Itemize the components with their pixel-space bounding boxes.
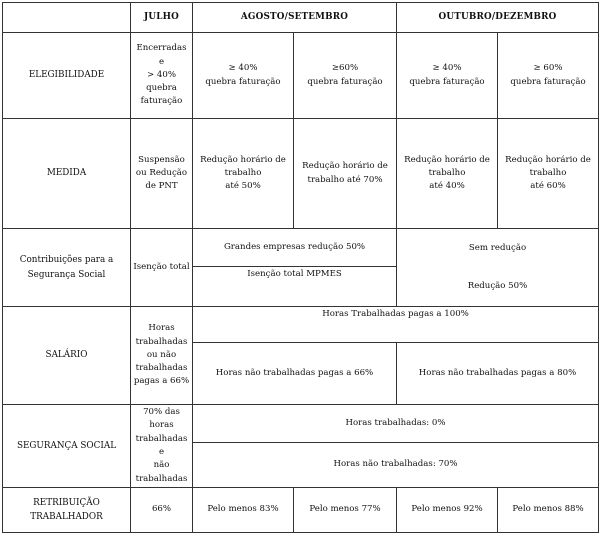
- elegibilidade-outubro-60: ≥ 60% quebra faturação: [498, 33, 599, 119]
- seguranca-span-top: Horas trabalhadas: 0%: [193, 405, 599, 443]
- row-salario-top: [3, 307, 599, 343]
- salario-span-top: Horas Trabalhadas pagas a 100%: [193, 307, 599, 343]
- seguranca-span-bottom: Horas não trabalhadas: 70%: [193, 443, 599, 488]
- header-agosto-setembro: AGOSTO/SETEMBRO: [193, 3, 397, 33]
- row-seguranca-top: [3, 405, 599, 443]
- retribuicao-outubro-1: Pelo menos 92%: [397, 487, 498, 532]
- salario-agosto-bottom: Horas não trabalhadas pagas a 66%: [193, 343, 397, 405]
- contribuicoes-outubro-cell: [397, 229, 599, 307]
- elegibilidade-julho: Encerradas e > 40% quebra faturação: [131, 33, 193, 119]
- contribuicoes-outubro-bottom: Redução 50%: [467, 280, 528, 291]
- elegibilidade-outubro-40: ≥ 40% quebra faturação: [397, 33, 498, 119]
- contribuicoes-outubro-top: Sem redução: [468, 242, 527, 253]
- row-medida: [3, 119, 599, 229]
- contribuicoes-agosto-bottom: Isenção total MPMES: [193, 267, 397, 307]
- row-label-contribuicoes: Contribuições para a Segurança Social: [3, 229, 131, 307]
- elegibilidade-agosto-40: ≥ 40% quebra faturação: [193, 33, 294, 119]
- medida-outubro-1: Redução horário de trabalho até 40%: [397, 119, 498, 229]
- retribuicao-agosto-2: Pelo menos 77%: [294, 487, 397, 532]
- contribuicoes-julho: Isenção total: [131, 229, 193, 307]
- header-julho: JULHO: [131, 3, 193, 33]
- retribuicao-outubro-2: Pelo menos 88%: [498, 487, 599, 532]
- medida-julho: Suspensão ou Redução de PNT: [131, 119, 193, 229]
- contribuicoes-agosto-top: Grandes empresas redução 50%: [193, 229, 397, 267]
- medida-outubro-2: Redução horário de trabalho até 60%: [498, 119, 599, 229]
- seguranca-julho: 70% das horas trabalhadas e não trabalhadas: [131, 405, 193, 488]
- row-label-medida: MEDIDA: [3, 119, 131, 229]
- salario-julho: Horas trabalhadas ou não trabalhadas pagas a 66%: [131, 307, 193, 405]
- row-elegibilidade: [3, 33, 599, 119]
- header-outubro-dezembro: OUTUBRO/DEZEMBRO: [397, 3, 599, 33]
- row-label-elegibilidade: ELEGIBILIDADE: [3, 33, 131, 119]
- header-empty-cell: [3, 3, 131, 33]
- row-label-salario: SALÁRIO: [3, 307, 131, 405]
- retribuicao-julho: 66%: [131, 487, 193, 532]
- retribuicao-agosto-1: Pelo menos 83%: [193, 487, 294, 532]
- row-label-retribuicao: RETRIBUIÇÃO TRABALHADOR: [3, 487, 131, 532]
- medida-agosto-1: Redução horário de trabalho até 50%: [193, 119, 294, 229]
- row-label-seguranca-social: SEGURANÇA SOCIAL: [3, 405, 131, 488]
- comparison-table: [2, 2, 599, 533]
- row-contribuicoes-top: [3, 229, 599, 267]
- elegibilidade-agosto-60: ≥60% quebra faturação: [294, 33, 397, 119]
- salario-outubro-bottom: Horas não trabalhadas pagas a 80%: [397, 343, 599, 405]
- header-row: [3, 3, 599, 33]
- medida-agosto-2: Redução horário de trabalho até 70%: [294, 119, 397, 229]
- row-retribuicao: [3, 487, 599, 532]
